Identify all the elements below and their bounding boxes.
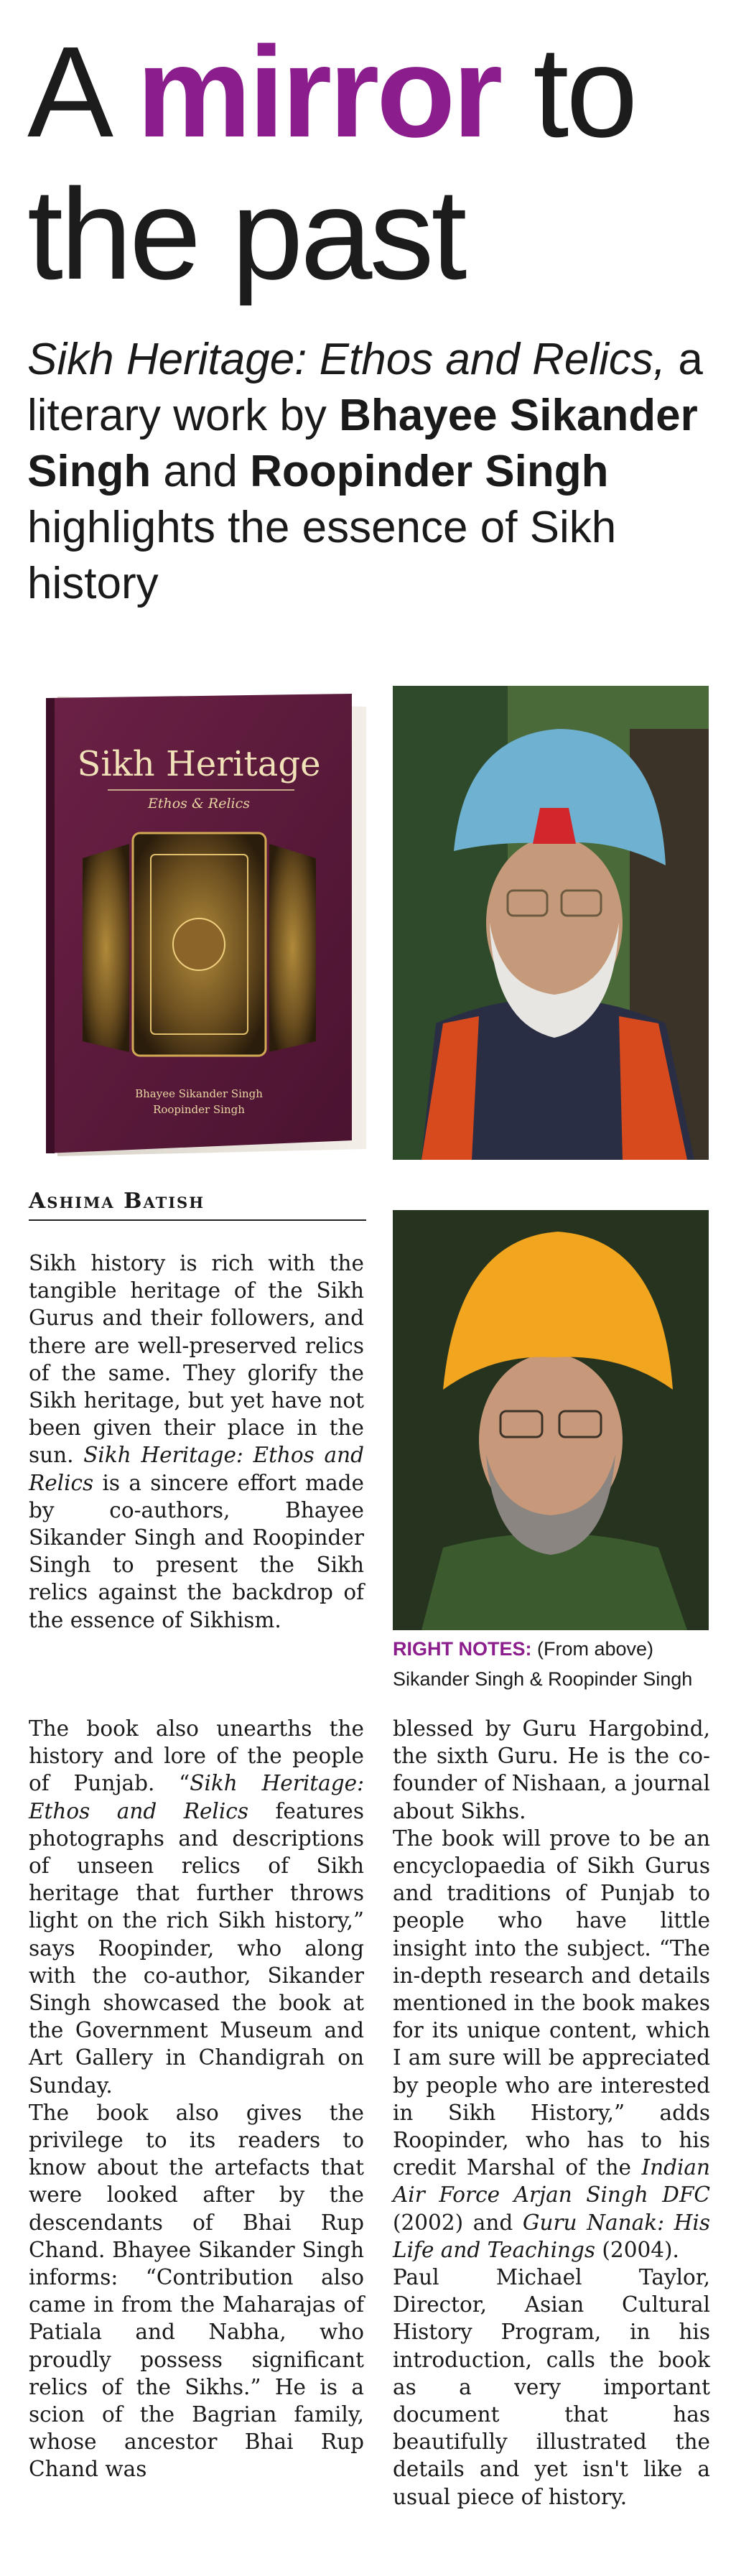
paragraph-lore: The book also unearths the history and lore of the people of Punjab. “Sikh Heritage: Ethos and Relics features photographs and descriptions of unseen relics of Sikh heritage that further throws light on the rich Sikh history,” says Roopinder, who along with the co-author, Sikander Singh showcased the book at the Government Museum and Art Gallery in Chandigrah on Sunday. <box>29 1716 365 2098</box>
paragraph-intro: Sikh history is rich with the tangible heritage of the Sikh Gurus and their followers, and there are well-preserved relics of the same. They glorify the Sikh heritage, but yet have not been given their place in the sun. Sikh Heritage: Ethos and Relics is a sincere effort made by co-authors, Bhayee Sikander Singh and Roopinder Singh to present the Sikh relics against the backdrop of the essence of Sikhism. <box>29 1251 364 1632</box>
headline <box>27 22 717 306</box>
headline-line2: the past <box>27 162 465 307</box>
article-column-right <box>393 1715 710 2511</box>
paragraph-blessed: blessed by Guru Hargobind, the sixth Guru. He is the co-founder of Nishaan, a journal about Sikhs. <box>393 1716 710 1823</box>
headline-post: to <box>500 20 635 164</box>
caption-label: RIGHT NOTES: <box>393 1638 532 1660</box>
portrait-roopinder-singh <box>393 1210 709 1630</box>
deck <box>27 332 717 612</box>
caption-note: (From above) <box>531 1638 654 1660</box>
caption-names: Sikander Singh & Roopinder Singh <box>393 1668 693 1690</box>
book-cover-image <box>29 689 373 1156</box>
deck-author2: Roopinder Singh <box>250 447 609 496</box>
book-cover-subtitle: Ethos & Relics <box>147 796 251 812</box>
relic-image <box>83 833 316 1056</box>
article-column-intro <box>29 1250 364 1634</box>
article-column-left <box>29 1715 364 2483</box>
portrait-sikander-singh <box>393 686 709 1160</box>
paragraph-taylor: Paul Michael Taylor, Director, Asian Cultural History Program, in his introduction, calls the book as a very important document that has beautifully illustrated the details and yet isn't like a usual piece of history. <box>393 2265 710 2509</box>
byline-author: Ashima Batish <box>29 1189 366 1221</box>
deck-and: and <box>151 447 251 496</box>
deck-mid: a literary work by <box>27 335 703 440</box>
deck-book-title: Sikh Heritage: Ethos and Relics, <box>27 335 666 384</box>
book-cover-title: Sikh Heritage <box>77 744 321 784</box>
headline-pre: A <box>27 20 137 164</box>
deck-tail: highlights the essence of Sikh history <box>27 503 617 608</box>
book-cover-author2: Roopinder Singh <box>153 1103 245 1116</box>
photo-caption <box>393 1634 723 1694</box>
book-cover-author1: Bhayee Sikander Singh <box>135 1087 263 1100</box>
paragraph-encyclopaedia: The book will prove to be an encyclopaedia of Sikh Gurus and traditions of Punjab to people who have little insight into the subject. “The in-depth research and details mentioned in the book makes for its unique content, which I am sure will be appreciated by people who are interested in Sikh History,” adds Roopinder, who has to his credit Marshal of the Indian Air Force Arjan Singh DFC (2002) and Guru Nanak: His Life and Teachings (2004). <box>393 1826 710 2262</box>
paragraph-artefacts: The book also gives the privilege to its readers to know about the artefacts that were looked after by the descendants of Bhai Rup Chand. Bhayee Sikander Singh informs: “Contribution also came in from the Maharajas of Patiala and Nabha, who proudly possess significant relics of the Sikhs.” He is a scion of the Bagrian family, whose ancestor Bhai Rup Chand was <box>29 2100 364 2482</box>
headline-accent-word: mirror <box>136 20 500 164</box>
deck-author1: Bhayee Sikander Singh <box>27 391 698 496</box>
